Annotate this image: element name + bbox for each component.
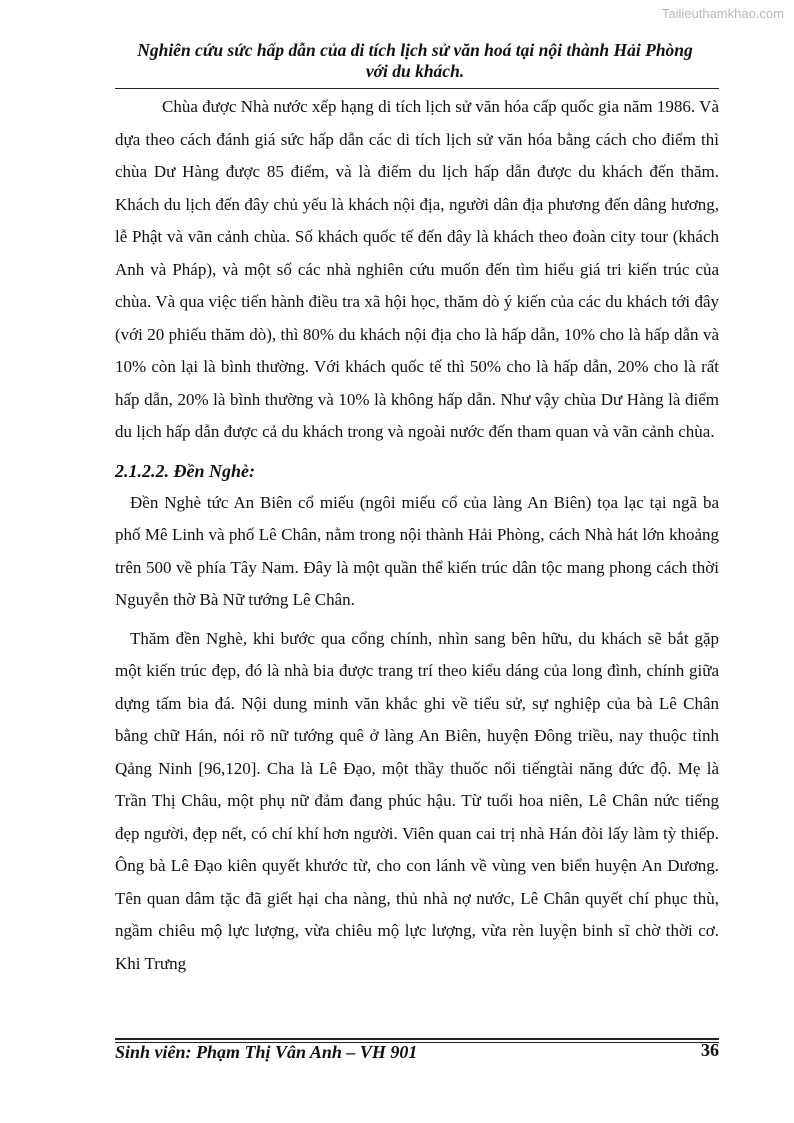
page-header (108, 40, 722, 82)
paragraph-3: Thăm đền Nghè, khi bước qua cổng chính, nhìn sang bên hữu, du khách sẽ bắt gặp một kiến trúc đẹp, đó là nhà bia được trang trí theo kiểu dáng của long đình, chính giữa dựng tấm bia đá. Nội dung minh văn khắc ghi về tiểu sử, sự nghiệp của bà Lê Chân bằng chữ Hán, nói rõ nữ tướng quê ở làng An Biên, huyện Đông triều, nay thuộc tỉnh Qảng Ninh [96,120]. Cha là Lê Đạo, một thầy thuốc nổi tiếngtài năng đức độ. Mẹ là Trần Thị Châu, một phụ nữ đảm đang phúc hậu. Từ tuổi hoa niên, Lê Chân nức tiếng đẹp người, đẹp nết, có chí khí hơn người. Viên quan cai trị nhà Hán đòi lấy làm tỳ thiếp. Ông bà Lê Đạo kiên quyết khước từ, cho con lánh về vùng ven biển huyện An Dương. Tên quan dâm tặc đã giết hại cha nàng, thủ nhà nợ nước, Lê Chân quyết chí phục thù, ngầm chiêu mộ lực lượng, vừa chiêu mộ lực lượng, vừa rèn luyện binh sĩ chờ thời cơ. Khi Trưng (115, 628, 719, 973)
section-heading: 2.1.2.2. Đền Nghè: (115, 460, 255, 481)
watermark: Tailieuthamkhao.com (661, 6, 784, 21)
paragraph-2: Đền Nghè tức An Biên cổ miếu (ngôi miếu cổ của làng An Biên) tọa lạc tại ngã ba phố Mê Linh và phố Lê Chân, nằm trong nội thành Hải Phòng, cách Nhà hát lớn khoảng trên 500 về phía Tây Nam. Đây là một quần thể kiến trúc dân tộc mang phong cách thời Nguyễn thờ Bà Nữ tướng Lê Chân. (115, 492, 719, 609)
footer-author: Sinh viên: Phạm Thị Vân Anh – VH 901 (115, 1042, 418, 1062)
document-body (115, 91, 719, 980)
paragraph-1: Chùa được Nhà nước xếp hạng di tích lịch sử văn hóa cấp quốc gia năm 1986. Và dựa theo cách đánh giá sức hấp dẫn các di tích lịch sử văn hóa bằng cách cho điểm thì chùa Dư Hàng được 85 điểm, và là điểm du lịch hấp dẫn được du khách đến thăm. Khách du lịch đến đây chủ yếu là khách nội địa, người dân địa phương đến dâng hương, lễ Phật và vãn cảnh chùa. Số khách quốc tế đến đây là khách theo đoàn city tour (khách Anh và Pháp), và một số các nhà nghiên cứu muốn đến tìm hiểu giá tri kiến trúc của chùa. Và qua việc tiến hành điều tra xã hội học, thăm dò ý kiến của các du khách tới đây (với 20 phiếu thăm dò), thì 80% du khách nội địa cho là hấp dẫn, 10% cho là hấp dẫn và 10% còn lại là bình thường. Với khách quốc tế thì 50% cho là hấp dẫn, 20% cho là rất hấp dẫn, 20% là bình thường và 10% là không hấp dẫn. Như vậy chùa Dư Hàng là điểm du lịch hấp dẫn được cả du khách trong và ngoài nước đến tham quan và vãn cảnh chùa. (115, 97, 719, 441)
header-title-line1: Nghiên cứu sức hấp dẫn của di tích lịch sử văn hoá tại nội thành Hải Phòng (137, 40, 693, 60)
header-rule (115, 88, 719, 89)
header-title-line2: với du khách. (365, 61, 465, 81)
footer-rule (115, 1038, 719, 1040)
page-number: 36 (701, 1040, 719, 1060)
